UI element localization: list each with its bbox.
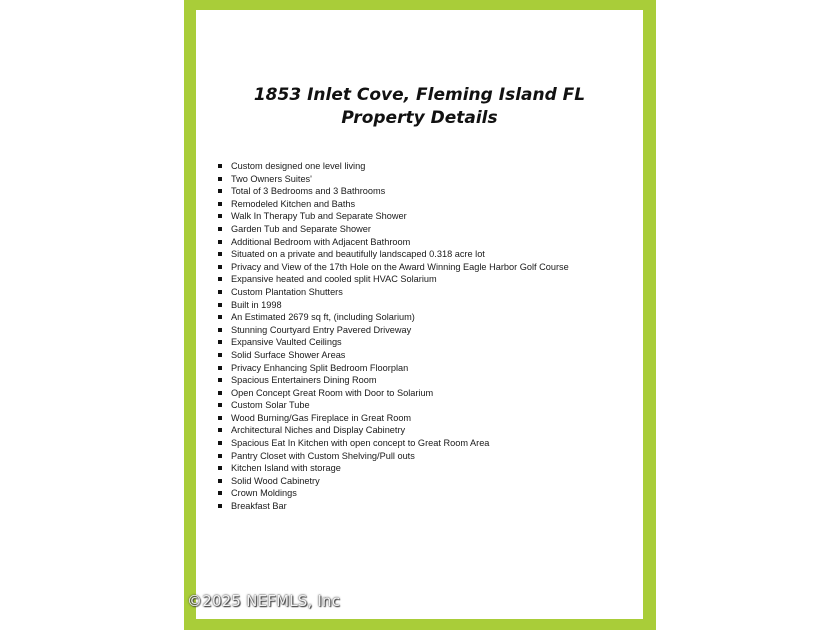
feature-item	[218, 487, 569, 500]
square-bullet-icon	[218, 366, 222, 370]
feature-text: Remodeled Kitchen and Baths	[231, 198, 356, 209]
feature-item	[218, 424, 569, 437]
feature-text: Expansive Vaulted Ceilings	[231, 337, 342, 348]
square-bullet-icon	[218, 416, 222, 420]
feature-item	[218, 286, 569, 299]
feature-text: Pantry Closet with Custom Shelving/Pull outs	[231, 450, 415, 461]
feature-item	[218, 500, 569, 513]
feature-text: Solid Wood Cabinetry	[231, 475, 320, 486]
square-bullet-icon	[218, 202, 222, 206]
feature-item	[218, 248, 569, 261]
square-bullet-icon	[218, 491, 222, 495]
feature-item	[218, 185, 569, 198]
feature-text: Spacious Eat In Kitchen with open concept to Great Room Area	[231, 438, 490, 449]
square-bullet-icon	[218, 504, 222, 508]
feature-text: Breakfast Bar	[231, 501, 287, 512]
feature-item	[218, 324, 569, 337]
feature-text: Kitchen Island with storage	[231, 463, 341, 474]
feature-text: Total of 3 Bedrooms and 3 Bathrooms	[231, 186, 386, 197]
feature-item	[218, 236, 569, 249]
square-bullet-icon	[218, 227, 222, 231]
feature-item	[218, 336, 569, 349]
feature-item	[218, 462, 569, 475]
square-bullet-icon	[218, 277, 222, 281]
feature-text: Solid Surface Shower Areas	[231, 349, 346, 360]
feature-item	[218, 299, 569, 312]
document-title	[196, 84, 643, 130]
feature-item	[218, 399, 569, 412]
feature-item	[218, 198, 569, 211]
square-bullet-icon	[218, 177, 222, 181]
feature-text: Custom designed one level living	[231, 161, 366, 171]
feature-text: Architectural Niches and Display Cabinetry	[231, 425, 406, 436]
feature-text: Spacious Entertainers Dining Room	[231, 375, 377, 386]
feature-text: Privacy and View of the 17th Hole on the Award Winning Eagle Harbor Golf Course	[231, 261, 569, 272]
feature-text: Open Concept Great Room with Door to Solarium	[231, 387, 434, 398]
feature-item	[218, 223, 569, 236]
feature-item	[218, 349, 569, 362]
square-bullet-icon	[218, 252, 222, 256]
feature-text: Wood Burning/Gas Fireplace in Great Room	[231, 412, 412, 423]
feature-item	[218, 311, 569, 324]
square-bullet-icon	[218, 403, 222, 407]
square-bullet-icon	[218, 441, 222, 445]
copyright-watermark: ©2025 NEFMLS, Inc	[187, 592, 341, 610]
feature-item	[218, 261, 569, 274]
feature-text: Situated on a private and beautifully landscaped 0.318 acre lot	[231, 249, 485, 260]
square-bullet-icon	[218, 378, 222, 382]
feature-text: Expansive heated and cooled split HVAC Solarium	[231, 274, 437, 285]
square-bullet-icon	[218, 391, 222, 395]
feature-text: Crown Moldings	[231, 488, 297, 499]
title-address: 1853 Inlet Cove, Fleming Island FL	[253, 85, 586, 105]
feature-text: Custom Solar Tube	[231, 400, 310, 411]
square-bullet-icon	[218, 303, 222, 307]
square-bullet-icon	[218, 240, 222, 244]
property-details-sheet	[196, 10, 643, 619]
feature-text: Custom Plantation Shutters	[231, 286, 343, 297]
feature-item	[218, 362, 569, 375]
square-bullet-icon	[218, 353, 222, 357]
square-bullet-icon	[218, 479, 222, 483]
title-subtitle: Property Details	[341, 108, 498, 128]
feature-item	[218, 475, 569, 488]
square-bullet-icon	[218, 315, 222, 319]
feature-text: Garden Tub and Separate Shower	[231, 223, 371, 234]
feature-item	[218, 412, 569, 425]
feature-text: Additional Bedroom with Adjacent Bathroom	[231, 236, 411, 247]
feature-text: Privacy Enhancing Split Bedroom Floorplan	[231, 362, 409, 373]
square-bullet-icon	[218, 290, 222, 294]
feature-item	[218, 387, 569, 400]
square-bullet-icon	[218, 265, 222, 269]
square-bullet-icon	[218, 189, 222, 193]
feature-item	[218, 374, 569, 387]
square-bullet-icon	[218, 466, 222, 470]
feature-item	[218, 273, 569, 286]
feature-list	[218, 160, 569, 513]
feature-item	[218, 437, 569, 450]
square-bullet-icon	[218, 340, 222, 344]
square-bullet-icon	[218, 454, 222, 458]
feature-item	[218, 160, 569, 173]
square-bullet-icon	[218, 164, 222, 168]
square-bullet-icon	[218, 428, 222, 432]
feature-text: Stunning Courtyard Entry Pavered Driveway	[231, 324, 412, 335]
feature-text: An Estimated 2679 sq ft, (including Solarium)	[231, 312, 415, 323]
square-bullet-icon	[218, 328, 222, 332]
square-bullet-icon	[218, 214, 222, 218]
feature-item	[218, 173, 569, 186]
feature-text: Walk In Therapy Tub and Separate Shower	[231, 211, 407, 222]
feature-text: Built in 1998	[231, 299, 282, 310]
feature-text: Two Owners Suites'	[231, 173, 312, 184]
feature-item	[218, 210, 569, 223]
feature-item	[218, 450, 569, 463]
